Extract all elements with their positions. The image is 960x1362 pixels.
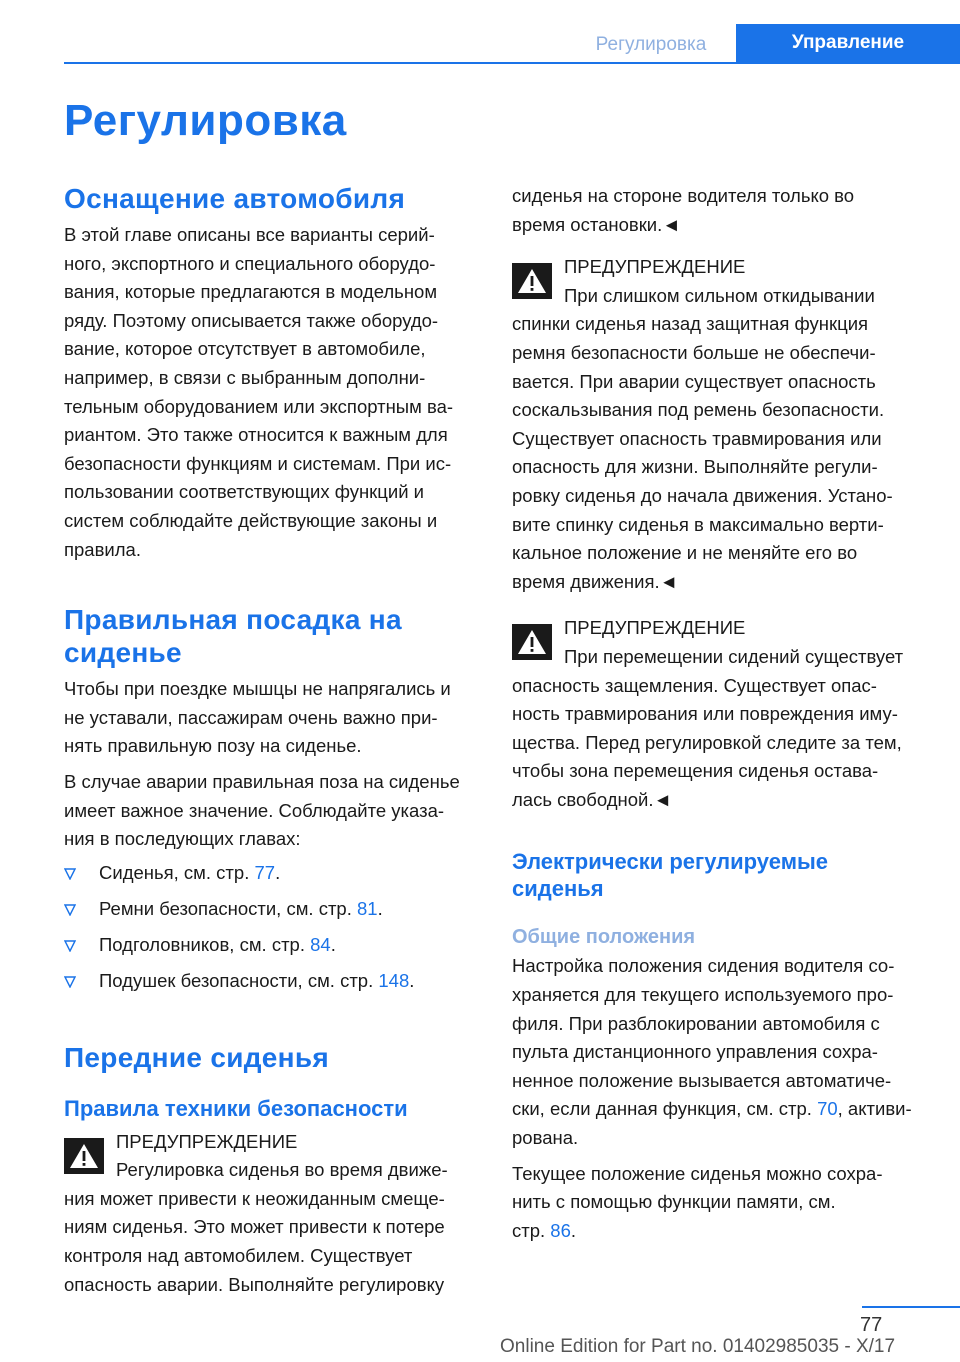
text-fragment: , активи- xyxy=(837,1098,912,1120)
list-item xyxy=(64,859,478,895)
text-line: не уставали, пассажирам очень важно при- xyxy=(64,706,438,728)
header-chapter-tab: Управление xyxy=(736,24,960,62)
text-fragment: ски, если данная функция, см. стр. xyxy=(512,1098,818,1120)
list-item xyxy=(64,967,478,1003)
list-item-text: Сиденья, см. стр. xyxy=(99,861,255,883)
section-title-seating xyxy=(64,603,478,669)
text-line: риантом. Это также относится к важным для xyxy=(64,424,448,446)
general-paragraph-2 xyxy=(512,1160,926,1246)
text-line: контроля над автомобилем. Существует xyxy=(64,1245,413,1267)
warning-heading: ПРЕДУПРЕЖДЕНИЕ xyxy=(564,256,746,278)
text-line: безопасности функциям и системам. При ис- xyxy=(64,452,452,474)
warning-block xyxy=(512,253,926,596)
subsection-title-general: Общие положения xyxy=(512,926,696,949)
header-section-label: Регулировка xyxy=(595,34,707,55)
warning-first-line: При перемещении сидений существует xyxy=(564,645,904,667)
text-line: вания, которые предлагаются в модельном xyxy=(64,281,438,303)
list-item-text: Подушек безопасности, см. стр. xyxy=(99,969,379,991)
text-fragment: . xyxy=(570,1219,577,1241)
section-title-front-seats: Передние сиденья xyxy=(64,1041,330,1073)
page-link[interactable]: 84 xyxy=(310,933,331,955)
text-line: ряду. Поэтому описывается также оборудо- xyxy=(64,309,439,331)
footer-rule xyxy=(862,1306,960,1308)
text-line: ния может привести к неожиданным смеще- xyxy=(64,1187,445,1209)
text-line: время остановки.◄ xyxy=(512,213,681,235)
text-line: имеет важное значение. Соблюдайте указа- xyxy=(64,799,445,821)
warning-text xyxy=(64,1185,478,1299)
page-link[interactable]: 86 xyxy=(550,1219,571,1241)
text-line: вается. При аварии существует опасность xyxy=(512,370,876,392)
warning-first-line: Регулировка сиденья во время движе- xyxy=(116,1159,448,1181)
page-link[interactable]: 148 xyxy=(378,969,410,991)
text-line: спинки сиденья назад защитная функция xyxy=(512,313,869,335)
list-item-end: . xyxy=(330,933,336,955)
warning-text xyxy=(512,310,926,596)
section-title-equipment: Оснащение автомобиля xyxy=(64,183,406,214)
text-line: ровку сиденья до начала движения. Устано- xyxy=(512,484,893,506)
text-fragment: стр. xyxy=(512,1219,551,1241)
text-line: В этой главе описаны все варианты серий- xyxy=(64,224,435,245)
warning-heading: ПРЕДУПРЕЖДЕНИЕ xyxy=(116,1130,298,1152)
text-line: ного, экспортного и специального оборудо- xyxy=(64,252,436,274)
footer-edition: Online Edition for Part no. 01402985035 - X/17 xyxy=(500,1336,896,1357)
warning-icon xyxy=(64,1138,104,1174)
seating-paragraph-1 xyxy=(64,675,478,761)
text-line: храняется для текущего используемого про- xyxy=(512,984,894,1006)
page-title: Регулировка xyxy=(64,96,347,145)
text-line: ность травмирования или повреждения иму- xyxy=(512,703,898,725)
text-line: опасность защемления. Существует опас- xyxy=(512,674,877,696)
right-column xyxy=(512,182,926,1245)
text-line: кальное положение и не меняйте его во xyxy=(512,542,858,564)
subsection-title-safety: Правила техники безопасности xyxy=(64,1095,408,1121)
text-line: вите спинку сиденья в максимально верти- xyxy=(512,513,884,535)
page-link[interactable]: 81 xyxy=(357,897,378,919)
text-line: Чтобы при поездке мышцы не напрягались и xyxy=(64,678,451,700)
list-item-end: . xyxy=(275,861,281,883)
triangle-bullet-icon xyxy=(64,868,76,880)
text-line: пульта дистанционного управления сохра- xyxy=(512,1041,878,1063)
text-line: рована. xyxy=(512,1127,579,1149)
text-line: ремня безопасности больше не обеспечи- xyxy=(512,341,876,363)
list-item-end: . xyxy=(409,969,415,991)
triangle-bullet-icon xyxy=(64,940,76,952)
text-line: правила. xyxy=(64,538,141,560)
text-line: Текущее положение сиденья можно сохра- xyxy=(512,1162,883,1184)
list-item xyxy=(64,895,478,931)
text-line: лась свободной.◄ xyxy=(512,788,672,810)
text-line: щества. Перед регулировкой следите за тем, xyxy=(512,731,902,753)
text-line: соскальзывания под ремень безопасности. xyxy=(512,399,885,421)
text-line: нить с помощью функции памяти, см. xyxy=(512,1191,836,1213)
warning-block xyxy=(64,1128,478,1300)
text-line: сиденья на стороне водителя только во xyxy=(512,185,855,206)
text-line: ненное положение вызывается автоматиче- xyxy=(512,1069,892,1091)
list-item-text: Подголовников, см. стр. xyxy=(99,933,311,955)
page-number: 77 xyxy=(860,1314,883,1336)
text-line: тельным оборудованием или экспортным ва- xyxy=(64,395,454,417)
text-line: опасность аварии. Выполняйте регулировку xyxy=(64,1273,445,1295)
text-line: вание, которое отсутствует в автомобиле, xyxy=(64,338,426,360)
page-link[interactable]: 70 xyxy=(817,1098,838,1120)
page-link[interactable]: 77 xyxy=(254,861,276,883)
text-line: ния в последующих главах: xyxy=(64,828,301,850)
text-line: ниям сиденья. Это может привести к потере xyxy=(64,1216,445,1238)
text-line xyxy=(512,1217,926,1246)
text-line: филя. При разблокировании автомобиля с xyxy=(512,1012,880,1034)
seating-paragraph-2 xyxy=(64,768,478,854)
general-paragraph-1 xyxy=(512,952,926,1152)
text-line: опасность для жизни. Выполняйте регули- xyxy=(512,456,878,478)
continued-text xyxy=(512,182,926,239)
warning-icon xyxy=(512,624,552,660)
title-line: сиденья xyxy=(512,876,604,902)
list-item-end: . xyxy=(377,897,383,919)
section-title-electric-seats xyxy=(512,848,926,902)
warning-first-line: При слишком сильном откидывании xyxy=(564,284,875,306)
text-line: Настройка положения сидения водителя со- xyxy=(512,955,895,977)
list-item-text: Ремни безопасности, см. стр. xyxy=(99,897,357,919)
text-line: нять правильную позу на сиденье. xyxy=(64,735,362,757)
warning-icon xyxy=(512,263,552,299)
triangle-bullet-icon xyxy=(64,976,76,988)
title-line: сиденье xyxy=(64,637,182,669)
title-line: Правильная посадка на xyxy=(64,604,402,636)
text-line xyxy=(512,1095,926,1124)
text-line: Существует опасность травмирования или xyxy=(512,427,882,449)
text-line: например, в связи с выбранным дополни- xyxy=(64,366,426,388)
text-line: пользовании соответствующих функций и xyxy=(64,481,425,503)
reference-list xyxy=(64,859,478,1003)
title-line: Электрически регулируемые xyxy=(512,849,828,875)
list-item xyxy=(64,931,478,967)
warning-text xyxy=(512,672,926,815)
text-line: систем соблюдайте действующие законы и xyxy=(64,509,438,531)
warning-heading: ПРЕДУПРЕЖДЕНИЕ xyxy=(564,617,746,639)
warning-block xyxy=(512,614,926,814)
text-line: чтобы зона перемещения сиденья остава- xyxy=(512,760,879,782)
equipment-paragraph xyxy=(64,221,478,564)
text-line: В случае аварии правильная поза на сиденье xyxy=(64,770,460,792)
text-line: время движения.◄ xyxy=(512,570,678,592)
header-rule xyxy=(64,62,960,64)
left-column xyxy=(64,182,478,1299)
triangle-bullet-icon xyxy=(64,904,76,916)
